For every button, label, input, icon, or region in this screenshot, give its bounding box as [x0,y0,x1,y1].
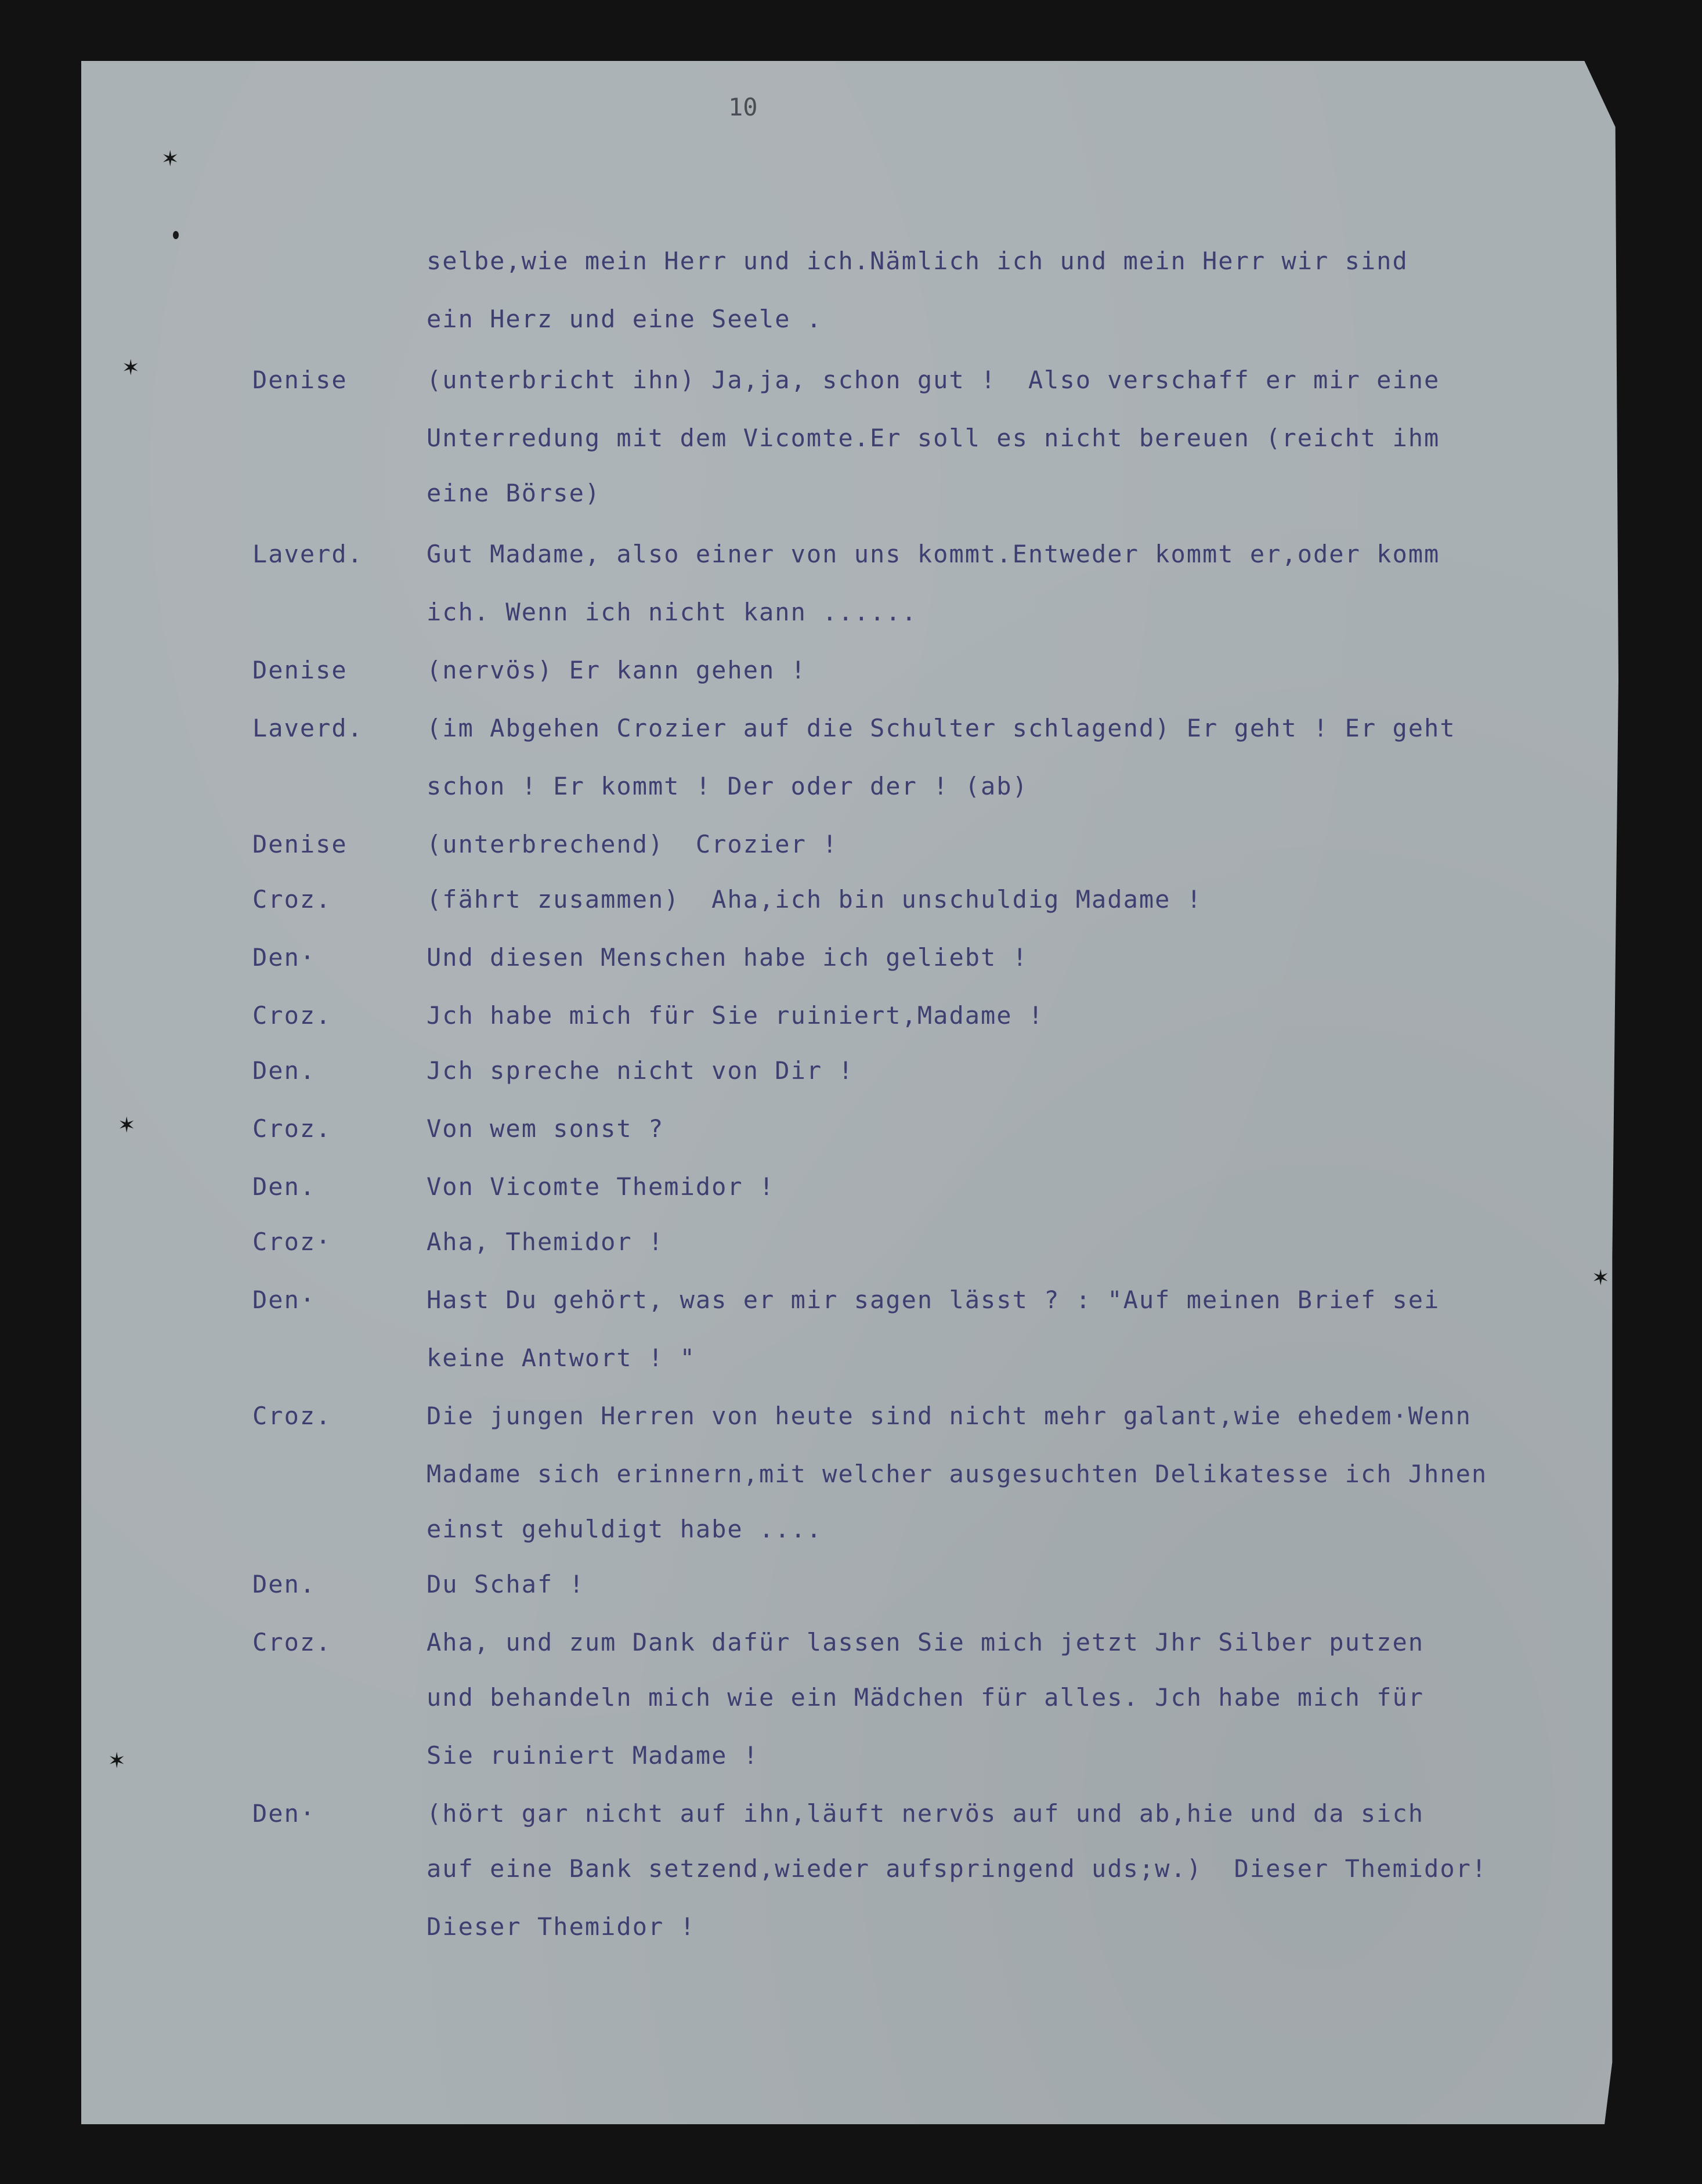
dialogue-line: Du Schaf ! [427,1570,585,1598]
speaker-label: Denise [252,366,348,394]
speaker-label: Croz. [252,1402,332,1430]
speaker-label: Croz. [252,1628,332,1656]
dialogue-line: ich. Wenn ich nicht kann ...... [427,598,917,626]
binding-hole-mark: ✶ [109,1745,125,1774]
speaker-label: Croz. [252,1114,332,1143]
speaker-label: Den· [252,1799,316,1828]
dialogue-line: Jch spreche nicht von Dir ! [427,1056,854,1085]
page-number: 10 [728,93,758,121]
dialogue-line: auf eine Bank setzend,wieder aufspringend uds;w.) Dieser Themidor! [427,1854,1488,1883]
dialogue-line: Die jungen Herren von heute sind nicht mehr galant,wie ehedem·Wenn [427,1402,1472,1430]
speaker-label: Denise [252,656,348,684]
dialogue-line: Madame sich erinnern,mit welcher ausgesuchten Delikatesse ich Jhnen [427,1460,1488,1488]
speaker-label: Den. [252,1570,316,1598]
binding-hole-mark: ✶ [1593,1262,1609,1291]
speaker-label: Croz. [252,885,332,914]
dialogue-line: Von Vicomte Themidor ! [427,1172,775,1201]
dialogue-line: (nervös) Er kann gehen ! [427,656,807,684]
speaker-label: Den. [252,1172,316,1201]
speaker-label: Denise [252,830,348,858]
dialogue-line: eine Börse) [427,479,601,507]
speaker-label: Laverd. [252,540,364,568]
speaker-label: Den· [252,1286,316,1314]
dialogue-line: und behandeln mich wie ein Mädchen für alles. Jch habe mich für [427,1683,1425,1712]
speaker-label: Croz· [252,1228,332,1256]
dialogue-line: (hört gar nicht auf ihn,läuft nervös auf und ab,hie und da sich [427,1799,1425,1828]
dialogue-line: Von wem sonst ? [427,1114,664,1143]
dialogue-line: ein Herz und eine Seele . [427,305,823,333]
speaker-label: Croz. [252,1001,332,1030]
dialogue-line: (unterbricht ihn) Ja,ja, schon gut ! Also verschaff er mir eine [427,366,1440,394]
dialogue-line: Aha, und zum Dank dafür lassen Sie mich jetzt Jhr Silber putzen [427,1628,1425,1656]
binding-dot-mark [173,231,179,239]
binding-hole-mark: ✶ [119,1109,135,1139]
dialogue-line: keine Antwort ! " [427,1344,696,1372]
dialogue-line: Und diesen Menschen habe ich geliebt ! [427,943,1028,972]
dialogue-line: schon ! Er kommt ! Der oder der ! (ab) [427,772,1028,800]
dialogue-line: Aha, Themidor ! [427,1228,664,1256]
dialogue-line: Sie ruiniert Madame ! [427,1741,760,1770]
dialogue-line: (im Abgehen Crozier auf die Schulter schlagend) Er geht ! Er geht [427,714,1456,742]
dialogue-line: selbe,wie mein Herr und ich.Nämlich ich und mein Herr wir sind [427,247,1408,275]
dialogue-line: Unterredung mit dem Vicomte.Er soll es nicht bereuen (reicht ihm [427,424,1440,452]
dialogue-line: (fährt zusammen) Aha,ich bin unschuldig Madame ! [427,885,1203,914]
dialogue-line: Gut Madame, also einer von uns kommt.Entweder kommt er,oder komm [427,540,1440,568]
binding-hole-mark: ✶ [123,352,139,381]
dialogue-line: Dieser Themidor ! [427,1912,696,1941]
dialogue-line: Jch habe mich für Sie ruiniert,Madame ! [427,1001,1045,1030]
dialogue-line: (unterbrechend) Crozier ! [427,830,839,858]
dialogue-line: Hast Du gehört, was er mir sagen lässt ? : "Auf meinen Brief sei [427,1286,1440,1314]
speaker-label: Laverd. [252,714,364,742]
speaker-label: Den· [252,943,316,972]
dialogue-line: einst gehuldigt habe .... [427,1515,823,1543]
binding-hole-mark: ✶ [162,143,178,172]
speaker-label: Den. [252,1056,316,1085]
